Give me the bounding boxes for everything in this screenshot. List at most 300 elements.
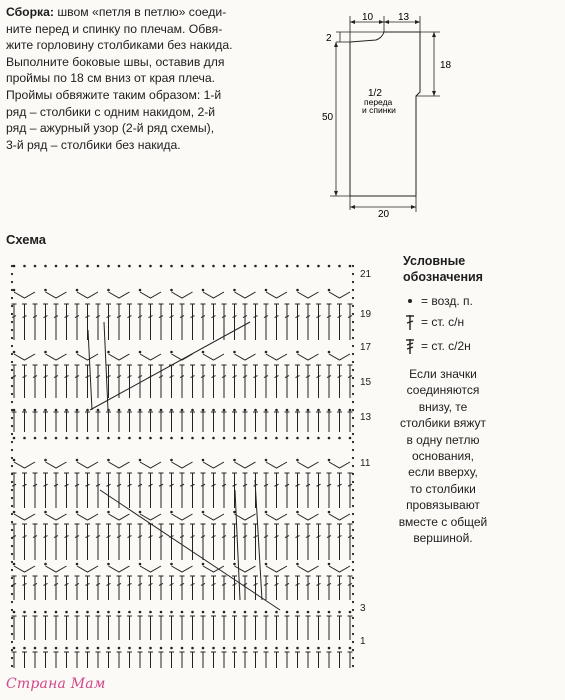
edge-dot: [352, 617, 354, 619]
chain-dot: [34, 437, 37, 440]
edge-dot: [11, 369, 13, 371]
chain-dot: [265, 647, 268, 650]
chain-dot: [97, 611, 100, 614]
cluster-v: [203, 514, 224, 520]
chain-dot: [328, 409, 331, 412]
edge-dot: [11, 569, 13, 571]
chain-dot: [118, 265, 121, 268]
chain-dot: [97, 409, 100, 412]
dim-neck: 10: [362, 12, 374, 23]
edge-dot: [352, 649, 354, 651]
chain-dot: [202, 409, 205, 412]
chain-dot: [34, 265, 37, 268]
cluster-v: [266, 462, 287, 468]
cluster-v: [109, 462, 130, 468]
chain-dot: [118, 437, 121, 440]
chain-dot: [286, 647, 289, 650]
note-line: основания,: [411, 449, 475, 464]
edge-dot: [352, 417, 354, 419]
cluster-v: [140, 462, 161, 468]
chain-dot: [97, 647, 100, 650]
chain-dot: [328, 511, 331, 514]
long-stitch: [255, 480, 262, 600]
legend-item-dc: [403, 313, 464, 331]
note-line: столбики вяжут: [399, 416, 487, 431]
edge-dot: [352, 321, 354, 323]
row-number: 3: [360, 603, 366, 614]
chain-dot: [170, 351, 173, 354]
cluster-v: [46, 354, 67, 360]
chain-dot: [307, 611, 310, 614]
cluster-v: [14, 566, 35, 572]
chain-dot: [97, 265, 100, 268]
chain-dot: [223, 647, 226, 650]
chain-dot: [44, 409, 47, 412]
chain-dot: [202, 459, 205, 462]
cluster-v: [46, 462, 67, 468]
chain-dot: [286, 437, 289, 440]
row-number: 13: [360, 412, 372, 423]
chain-dot: [338, 409, 341, 412]
edge-dot: [11, 521, 13, 523]
cluster-v: [14, 462, 35, 468]
instruction-line: Выполните боковые швы, оставив для: [6, 54, 225, 69]
edge-dot: [11, 561, 13, 563]
chain-dot: [128, 647, 131, 650]
edge-dot: [352, 561, 354, 563]
chain-dot: [223, 611, 226, 614]
chain-dot: [65, 409, 68, 412]
chain-dot: [307, 647, 310, 650]
chain-dot: [328, 265, 331, 268]
cluster-v: [298, 354, 319, 360]
cluster-v: [329, 514, 350, 520]
chain-dot: [181, 611, 184, 614]
chain-dot: [160, 437, 163, 440]
edge-dot: [352, 609, 354, 611]
chain-dot: [128, 265, 131, 268]
note-line: провязывают: [406, 498, 480, 513]
chain-dot: [55, 409, 58, 412]
row-number: 21: [360, 269, 372, 280]
cluster-v: [298, 514, 319, 520]
chain-dot: [34, 611, 37, 614]
chain-dot: [97, 437, 100, 440]
cluster-v: [235, 462, 256, 468]
edge-dot: [352, 465, 354, 467]
chain-dot: [170, 647, 173, 650]
chain-dot: [265, 611, 268, 614]
chain-dot: [202, 351, 205, 354]
edge-dot: [11, 361, 13, 363]
edge-dot: [352, 441, 354, 443]
chain-dot: [170, 409, 173, 412]
edge-dot: [352, 449, 354, 451]
edge-dot: [11, 633, 13, 635]
edge-dot: [11, 489, 13, 491]
cluster-v: [14, 514, 35, 520]
chain-dot: [275, 647, 278, 650]
chain-dot: [170, 511, 173, 514]
edge-dot: [11, 617, 13, 619]
chain-dot: [317, 265, 320, 268]
chain-dot: [328, 611, 331, 614]
edge-dot: [11, 273, 13, 275]
chain-dot: [307, 265, 310, 268]
edge-dot: [11, 385, 13, 387]
long-stitch: [88, 330, 92, 410]
chain-dot: [349, 647, 352, 650]
chain-dot: [107, 511, 110, 514]
edge-dot: [352, 497, 354, 499]
treble-crochet-icon: [403, 337, 417, 355]
chain-dot: [286, 409, 289, 412]
chain-dot: [191, 437, 194, 440]
chain-dot: [265, 289, 268, 292]
chain-dot: [139, 409, 142, 412]
chain-dot: [328, 459, 331, 462]
edge-dot: [11, 377, 13, 379]
cluster-v: [172, 462, 193, 468]
piece-label: переда: [364, 97, 393, 107]
chain-dot: [65, 611, 68, 614]
chain-dot: [13, 437, 16, 440]
edge-dot: [11, 593, 13, 595]
cluster-v: [14, 292, 35, 298]
chain-dot: [107, 563, 110, 566]
chain-dot: [170, 459, 173, 462]
assembly-heading: Сборка:: [6, 5, 54, 19]
edge-dot: [11, 409, 13, 411]
chain-dot: [202, 437, 205, 440]
chain-dot: [275, 611, 278, 614]
chain-dot: [233, 563, 236, 566]
note-line: внизу, те: [418, 399, 468, 414]
chain-dot: [55, 265, 58, 268]
chain-dot: [34, 647, 37, 650]
row-number: 15: [360, 377, 372, 388]
cluster-v: [235, 566, 256, 572]
dim-armhole: 18: [440, 60, 452, 71]
chain-dot: [349, 265, 352, 268]
chain-dot: [244, 409, 247, 412]
chain-dot: [328, 563, 331, 566]
note-line: если вверху,: [408, 465, 478, 480]
chain-dot: [286, 265, 289, 268]
chain-dot: [170, 265, 173, 268]
chain-dot: [233, 647, 236, 650]
edge-dot: [11, 529, 13, 531]
chain-dot: [191, 647, 194, 650]
legend-item-text: = ст. с/н: [421, 315, 465, 329]
chain-dot: [181, 437, 184, 440]
row-number: 17: [360, 342, 372, 353]
note-line: то столбики: [410, 481, 476, 496]
edge-dot: [11, 649, 13, 651]
cluster-v: [298, 462, 319, 468]
cluster-v: [77, 566, 98, 572]
edge-dot: [11, 553, 13, 555]
chain-dot: [44, 437, 47, 440]
cluster-v: [109, 354, 130, 360]
chain-dot: [223, 409, 226, 412]
edge-dot: [11, 417, 13, 419]
piece-label: и спинки: [362, 105, 396, 115]
chain-dot: [44, 647, 47, 650]
edge-dot: [352, 537, 354, 539]
cluster-v: [329, 462, 350, 468]
cluster-v: [109, 292, 130, 298]
cluster-v: [329, 354, 350, 360]
chain-dot: [76, 511, 79, 514]
note-line: соединяются: [406, 383, 480, 398]
chain-dot: [139, 289, 142, 292]
chain-dot: [328, 351, 331, 354]
chain-dot: [254, 409, 257, 412]
chain-dot: [55, 437, 58, 440]
edge-dot: [11, 337, 13, 339]
edge-dot: [352, 297, 354, 299]
chain-dot: [107, 437, 110, 440]
edge-dot: [11, 481, 13, 483]
legend-title-line: обозначения: [403, 270, 483, 284]
chain-dot: [107, 459, 110, 462]
edge-dot: [11, 665, 13, 667]
chain-dot: [244, 265, 247, 268]
chain-dot: [118, 409, 121, 412]
chain-dot: [244, 647, 247, 650]
chain-dot: [338, 265, 341, 268]
edge-dot: [352, 521, 354, 523]
instruction-line: 3-й ряд – столбики без накида.: [6, 137, 181, 152]
chain-dot: [139, 647, 142, 650]
cluster-v: [172, 566, 193, 572]
chain-dot: [338, 611, 341, 614]
chain-dot: [149, 647, 152, 650]
chain-dot: [55, 647, 58, 650]
chain-dot: [202, 265, 205, 268]
edge-dot: [11, 577, 13, 579]
chain-dot: [149, 437, 152, 440]
edge-dot: [352, 425, 354, 427]
edge-dot: [352, 273, 354, 275]
cluster-v: [77, 292, 98, 298]
chain-dot: [44, 611, 47, 614]
chain-dot: [202, 289, 205, 292]
schema-title: Схема: [6, 232, 47, 247]
edge-dot: [11, 657, 13, 659]
chain-dot: [55, 611, 58, 614]
edge-dot: [352, 265, 354, 267]
cluster-v: [46, 292, 67, 298]
chain-dot: [13, 511, 16, 514]
chain-dot: [76, 611, 79, 614]
cluster-v: [298, 292, 319, 298]
edge-dot: [352, 577, 354, 579]
dim-length: 50: [322, 112, 334, 123]
chain-dot: [317, 647, 320, 650]
chain-dot: [338, 437, 341, 440]
legend-item-tr: [403, 337, 471, 355]
chain-dot: [338, 647, 341, 650]
edge-dot: [352, 313, 354, 315]
edge-dot: [352, 489, 354, 491]
chain-dot: [23, 611, 26, 614]
note-line: вершиной.: [413, 531, 473, 546]
chain-dot: [212, 647, 215, 650]
chain-dot: [328, 437, 331, 440]
chain-dot: [13, 351, 16, 354]
cluster-v: [266, 292, 287, 298]
chain-dot: [212, 437, 215, 440]
edge-dot: [352, 569, 354, 571]
legend-note: [378, 366, 508, 546]
edge-dot: [11, 545, 13, 547]
piece-label: 1/2: [368, 88, 382, 99]
chain-dot: [317, 611, 320, 614]
chain-dot: [349, 409, 352, 412]
chain-dot: [118, 611, 121, 614]
chain-dot: [23, 437, 26, 440]
chain-dot: [139, 511, 142, 514]
chain-dot: [44, 563, 47, 566]
chain-dot: [307, 437, 310, 440]
chain-dot: [265, 437, 268, 440]
edge-dot: [352, 433, 354, 435]
edge-dot: [352, 633, 354, 635]
chain-dot: [107, 611, 110, 614]
chain-dot: [65, 647, 68, 650]
chain-dot: [13, 611, 16, 614]
cluster-v: [46, 566, 67, 572]
edge-dot: [352, 601, 354, 603]
note-line: Если значки: [409, 367, 477, 381]
chain-dot: [160, 409, 163, 412]
edge-dot: [11, 537, 13, 539]
chain-dot: [191, 409, 194, 412]
dim-neck-drop: 2: [326, 33, 332, 44]
chain-dot: [13, 647, 16, 650]
edge-dot: [11, 297, 13, 299]
instruction-line: проймы по 18 см вниз от края плеча.: [6, 71, 215, 86]
chain-dot: [107, 351, 110, 354]
edge-dot: [352, 545, 354, 547]
chain-dot: [233, 409, 236, 412]
edge-dot: [352, 369, 354, 371]
legend-title: [403, 253, 553, 285]
cluster-v: [14, 354, 35, 360]
chain-dot: [296, 563, 299, 566]
chain-dot: [181, 647, 184, 650]
chain-dot: [160, 647, 163, 650]
edge-dot: [352, 457, 354, 459]
chain-dot: [107, 265, 110, 268]
edge-dot: [11, 601, 13, 603]
chain-dot: [296, 409, 299, 412]
chain-dot: [349, 611, 352, 614]
chain-dot: [181, 265, 184, 268]
chain-dot: [128, 437, 131, 440]
edge-dot: [11, 265, 13, 267]
edge-dot: [11, 505, 13, 507]
chain-dot: [296, 459, 299, 462]
chain-dot: [107, 289, 110, 292]
cluster-v: [235, 292, 256, 298]
chain-dot: [76, 563, 79, 566]
legend-title-line: Условные: [403, 254, 466, 268]
cluster-v: [203, 292, 224, 298]
edge-dot: [352, 585, 354, 587]
edge-dot: [352, 625, 354, 627]
chain-dot: [202, 563, 205, 566]
chain-dot: [86, 437, 89, 440]
chain-dot: [170, 563, 173, 566]
chain-dot: [233, 459, 236, 462]
cluster-v: [140, 566, 161, 572]
chain-dot: [139, 437, 142, 440]
diagonal-shaping: [90, 322, 250, 410]
chain-dot: [139, 563, 142, 566]
chain-dot: [265, 563, 268, 566]
edge-dot: [11, 393, 13, 395]
edge-dot: [11, 329, 13, 331]
chain-dot: [275, 265, 278, 268]
cluster-v: [109, 514, 130, 520]
chain-dot: [307, 409, 310, 412]
chain-dot: [76, 409, 79, 412]
edge-dot: [352, 665, 354, 667]
chain-dot: [149, 611, 152, 614]
note-line: вместе с общей: [398, 514, 488, 529]
chain-dot: [128, 409, 131, 412]
chain-dot: [223, 437, 226, 440]
cluster-v: [266, 514, 287, 520]
edge-dot: [11, 449, 13, 451]
cluster-v: [77, 514, 98, 520]
chain-dot: [44, 289, 47, 292]
cluster-v: [46, 514, 67, 520]
chain-dot: [76, 289, 79, 292]
chain-dot: [149, 409, 152, 412]
chain-dot: [86, 409, 89, 412]
cluster-v: [140, 292, 161, 298]
edge-dot: [11, 321, 13, 323]
cluster-v: [109, 566, 130, 572]
chain-dot-icon: [403, 292, 417, 310]
chain-dot: [296, 289, 299, 292]
chain-dot: [254, 647, 257, 650]
cluster-v: [140, 354, 161, 360]
instruction-line: ните перед и спинку по плечам. Обвя-: [6, 21, 223, 36]
edge-dot: [11, 401, 13, 403]
cluster-v: [329, 292, 350, 298]
edge-dot: [352, 657, 354, 659]
chain-dot: [118, 647, 121, 650]
edge-dot: [11, 609, 13, 611]
chain-dot: [76, 265, 79, 268]
edge-dot: [11, 313, 13, 315]
edge-dot: [11, 433, 13, 435]
cluster-v: [172, 292, 193, 298]
chain-dot: [86, 611, 89, 614]
chain-dot: [107, 647, 110, 650]
chain-dot: [65, 437, 68, 440]
edge-dot: [11, 513, 13, 515]
chain-dot: [191, 611, 194, 614]
cluster-v: [77, 462, 98, 468]
chain-dot: [328, 289, 331, 292]
cluster-v: [235, 514, 256, 520]
